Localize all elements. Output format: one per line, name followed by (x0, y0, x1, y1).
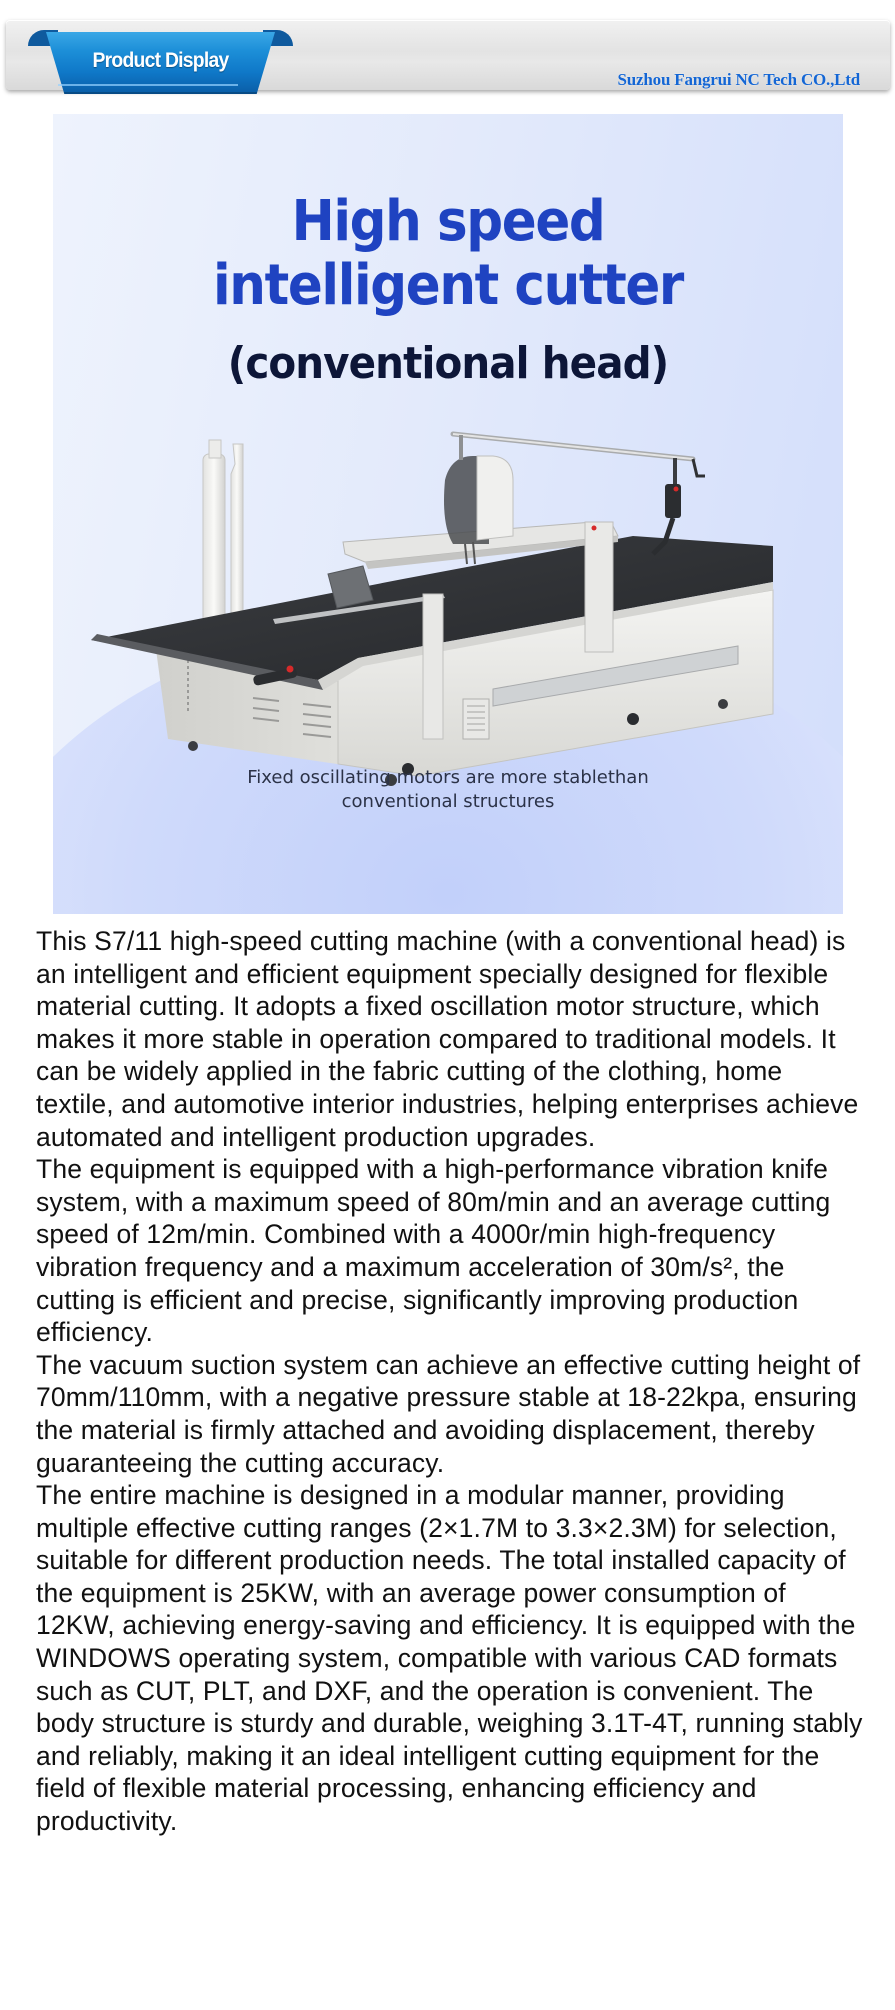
product-description (36, 925, 866, 1838)
hero-title-line1: High speed (291, 189, 605, 254)
description-paragraph-vacuum: The vacuum suction system can achieve an effective cutting height of 70mm/110mm, with a negative pressure stable at 18-22kpa, ensuring the material is firmly attached and avoiding displacement, thereby guaranteeing the cutting accuracy. (36, 1349, 861, 1478)
hero-title-line2: intelligent cutter (213, 253, 683, 318)
description-paragraph-intro: This S7/11 high-speed cutting machine (with a conventional head) is an intelligent and efficient equipment specially designed for flexible material cutting. It adopts a fixed oscillation motor structure, which makes it more stable in operation compared to traditional models. It can be widely applied in the fabric cutting of the clothing, home textile, and automotive interior industries, helping enterprises achieve automated and intelligent production upgrades. (36, 926, 859, 1152)
hero-caption-line1: Fixed oscillating motors are more stablethan (247, 767, 649, 788)
company-name: Suzhou Fangrui NC Tech CO.,Ltd (617, 70, 860, 89)
hero-caption-line2: conventional structures (341, 791, 555, 812)
section-title: Product Display (92, 49, 229, 72)
header-banner (6, 20, 890, 90)
hero-subtitle: (conventional head) (227, 338, 669, 389)
hero-caption (53, 766, 843, 814)
description-paragraph-modular: The entire machine is designed in a modular manner, providing multiple effective cutting ranges (2×1.7M to 3.3×2.3M) for selection, suitable for different production needs. The total installed capacity of the equipment is 25KW, with an average power consumption of 12KW, achieving energy-saving and efficiency. It is equipped with the WINDOWS operating system, compatible with various CAD formats such as CUT, PLT, and DXF, and the operation is convenient. The body structure is sturdy and durable, weighing 3.1T-4T, running stably and reliably, making it an ideal intelligent cutting equipment for the field of flexible material processing, enhancing efficiency and productivity. (36, 1480, 863, 1837)
description-paragraph-performance: The equipment is equipped with a high-performance vibration knife system, with a maximum speed of 80m/min and an average cutting speed of 12m/min. Combined with a 4000r/min high-frequency vibration frequency and a maximum acceleration of 30m/s², the cutting is efficient and precise, significantly improving production efficiency. (36, 1154, 831, 1348)
product-display-ribbon (28, 30, 293, 98)
product-hero-image (53, 114, 843, 914)
